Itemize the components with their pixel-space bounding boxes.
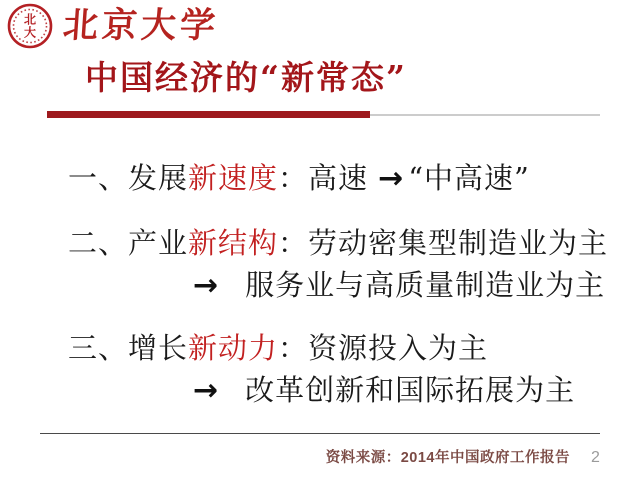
item-1-lead: 发展 — [128, 161, 189, 195]
list-item-1 — [68, 156, 530, 197]
arrow-right-icon: → — [193, 373, 220, 408]
item-2-accent: 新结构 — [188, 226, 279, 260]
arrow-right-icon: → — [193, 268, 220, 303]
title-underline-red — [47, 111, 370, 118]
list-item-2-result-line — [193, 263, 605, 304]
page-number: 2 — [591, 449, 600, 466]
source-note: 资料来源：2014年中国政府工作报告 — [325, 450, 570, 466]
item-2-lead: 产业 — [128, 226, 189, 260]
item-2-number: 二、 — [68, 226, 129, 260]
item-3-lead: 增长 — [128, 331, 189, 365]
title-underline-gray — [370, 114, 600, 116]
list-item-2 — [68, 221, 608, 262]
item-1-number: 一、 — [68, 161, 129, 195]
arrow-right-icon: → — [378, 161, 405, 196]
item-3-number: 三、 — [68, 331, 129, 365]
pku-seal-icon — [7, 3, 53, 49]
university-name: 北京大学 — [61, 5, 221, 46]
title-underline — [47, 111, 600, 118]
item-3-result: 改革创新和国际拓展为主 — [245, 373, 576, 407]
slide-header — [7, 3, 219, 49]
list-item-3-result-line — [193, 368, 575, 409]
item-2-tail: ：劳动密集型制造业为主 — [278, 226, 609, 260]
item-1-result: “中高速” — [408, 161, 530, 195]
footer-divider — [40, 433, 600, 434]
item-3-accent: 新动力 — [188, 331, 279, 365]
item-3-tail: ：资源投入为主 — [278, 331, 489, 365]
list-item-3 — [68, 326, 488, 367]
item-1-tail: ：高速 — [278, 161, 369, 195]
svg-text:北: 北 — [23, 12, 37, 27]
item-2-result: 服务业与高质量制造业为主 — [245, 268, 606, 302]
svg-text:大: 大 — [23, 25, 37, 40]
slide-title: 中国经济的“新常态” — [85, 58, 407, 97]
item-1-accent: 新速度 — [188, 161, 279, 195]
